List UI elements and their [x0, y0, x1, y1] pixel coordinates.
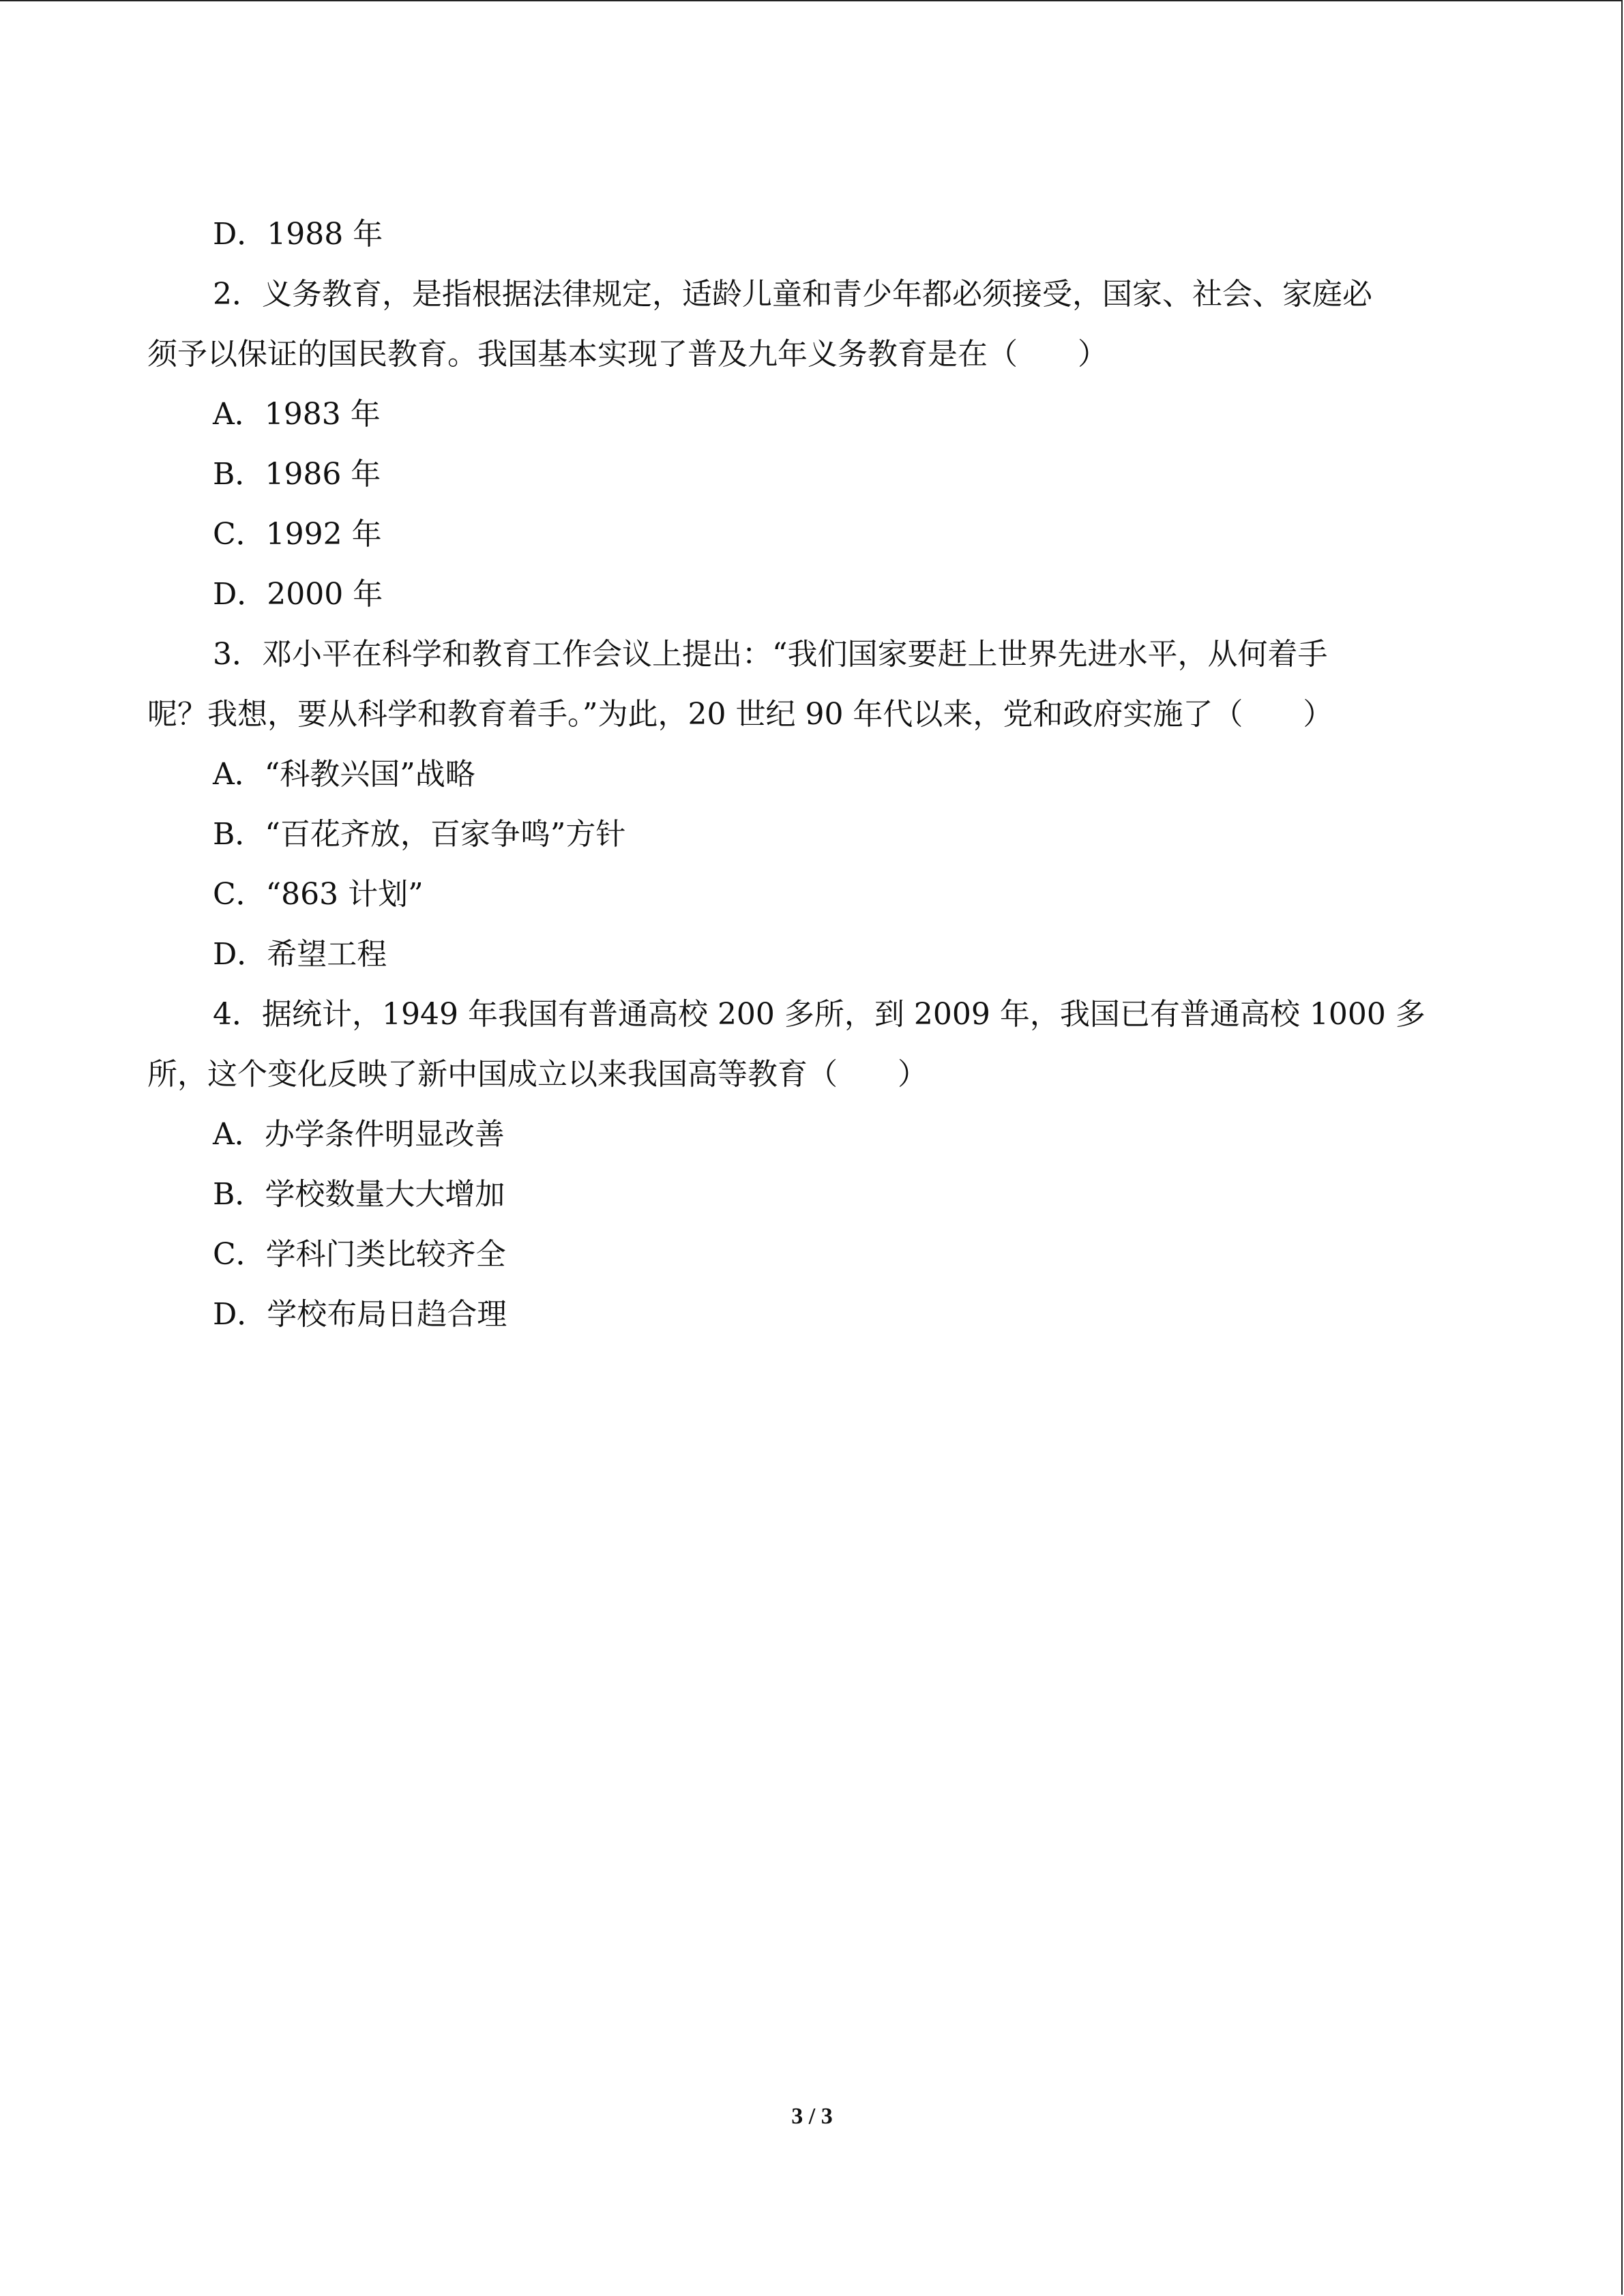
question-4-option-c: C．学科门类比较齐全	[213, 1237, 506, 1272]
question-4-option-a: A．办学条件明显改善	[213, 1117, 505, 1152]
question-2-option-a: A．1983 年	[213, 397, 381, 432]
question-2-stem-line-2: 须予以保证的国民教育。我国基本实现了普及九年义务教育是在（ ）	[147, 337, 1108, 372]
option-line: D．1988 年	[213, 217, 383, 252]
question-3-option-d: D．希望工程	[213, 937, 387, 972]
document-body	[147, 205, 1477, 1345]
question-3-stem-line-1: 3．邓小平在科学和教育工作会议上提出：“我们国家要赶上世界先进水平，从何着手	[213, 637, 1328, 672]
question-3-option-b: B．“百花齐放，百家争鸣”方针	[213, 817, 626, 852]
question-2-option-d: D．2000 年	[213, 577, 383, 612]
page-number: 3 / 3	[791, 2104, 833, 2129]
question-3-option-c: C．“863 计划”	[213, 877, 424, 912]
question-2-option-b: B．1986 年	[213, 457, 381, 492]
question-3-stem-line-2: 呢？我想，要从科学和教育着手。”为此，20 世纪 90 年代以来，党和政府实施了（ ）	[147, 697, 1333, 732]
question-2-stem-line-1: 2．义务教育，是指根据法律规定，适龄儿童和青少年都必须接受，国家、社会、家庭必	[213, 277, 1372, 312]
question-4-stem-line-1: 4．据统计，1949 年我国有普通高校 200 多所，到 2009 年，我国已有普通高校 1000 多	[213, 997, 1426, 1032]
question-3-option-a: A．“科教兴国”战略	[213, 757, 475, 792]
question-4-option-b: B．学校数量大大增加	[213, 1177, 505, 1212]
question-4-stem-line-2: 所，这个变化反映了新中国成立以来我国高等教育（ ）	[147, 1057, 928, 1092]
question-2-option-c: C．1992 年	[213, 517, 382, 552]
question-4-option-d: D．学校布局日趋合理	[213, 1297, 507, 1332]
